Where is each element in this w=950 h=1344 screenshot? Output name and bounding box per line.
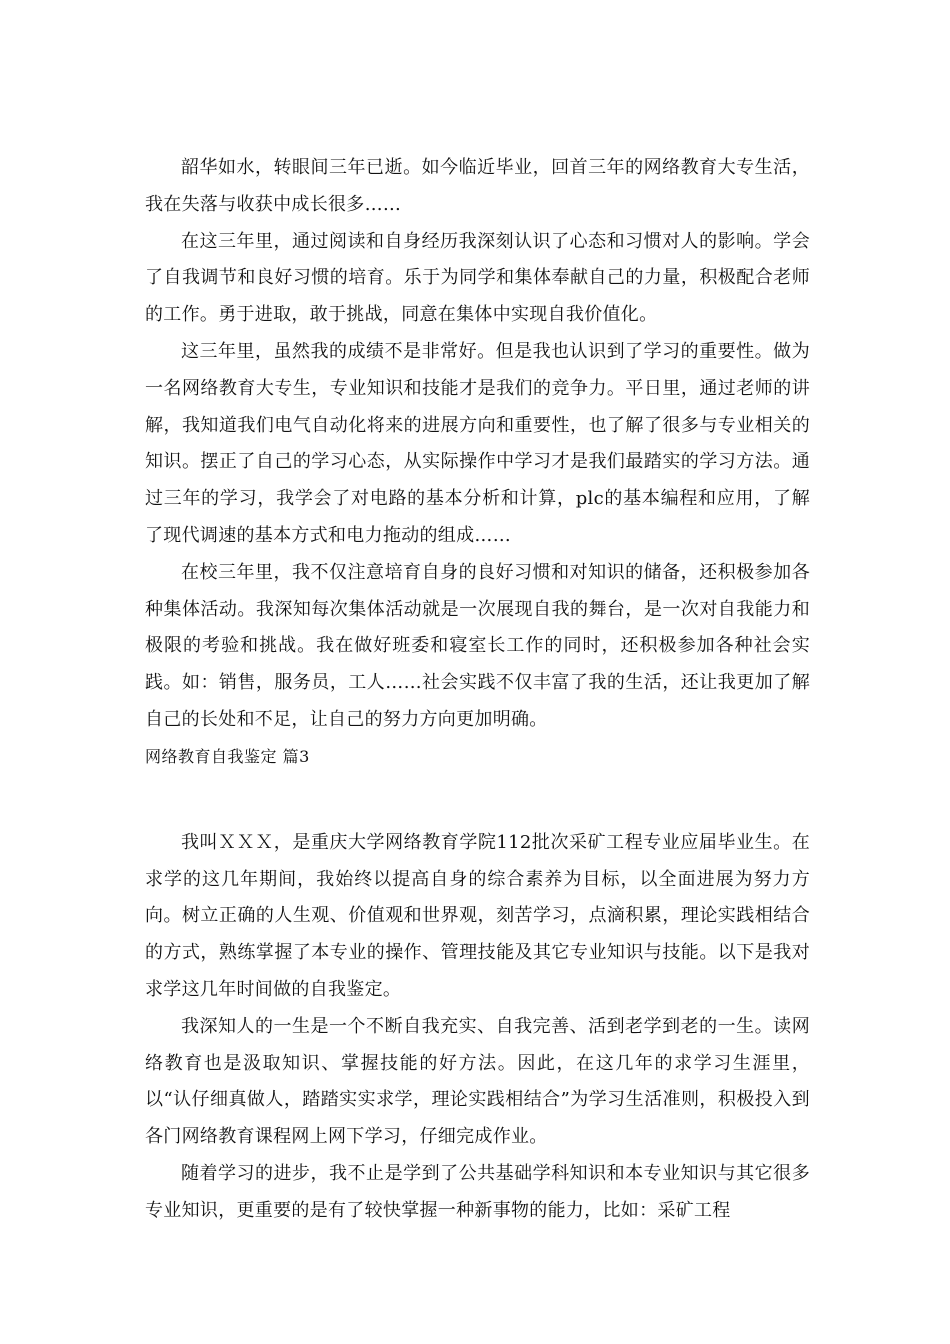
paragraph: 这三年里，虽然我的成绩不是非常好。但是我也认识到了学习的重要性。做为一名网络教育大专生，专业知识和技能才是我们的竞争力。平日里，通过老师的讲解，我知道我们电气自动化将来的进展方向和重要性，也了解了很多与专业相关的知识。摆正了自己的学习心态，从实际操作中学习才是我们最踏实的学习方法。通过三年的学习，我学会了对电路的基本分析和计算，plc的基本编程和应用，了解了现代调速的基本方式和电力拖动的组成…… — [145, 340, 810, 546]
section-spacer — [145, 775, 810, 825]
paragraph: 在这三年里，通过阅读和自身经历我深刻认识了心态和习惯对人的影响。学会了自我调节和良好习惯的培育。乐于为同学和集体奉献自己的力量，积极配合老师的工作。勇于进取，敢于挑战，同意在集体中实现自我价值化。 — [145, 230, 810, 326]
paragraph: 在校三年里，我不仅注意培育自身的良好习惯和对知识的储备，还积极参加各种集体活动。我深知每次集体活动就是一次展现自我的舞台，是一次对自我能力和极限的考验和挑战。我在做好班委和寝室长工作的同时，还积极参加各种社会实践。如：销售，服务员，工人……社会实践不仅丰富了我的生活，还让我更加了解自己的长处和不足，让自己的努力方向更加明确。 — [145, 561, 810, 730]
paragraph: 韶华如水，转眼间三年已逝。如今临近毕业，回首三年的网络教育大专生活，我在失落与收获中成长很多…… — [145, 157, 810, 215]
section-heading: 网络教育自我鉴定 篇3 — [145, 746, 310, 766]
document-body — [145, 150, 810, 1230]
paragraph: 我叫ＸＸＸ，是重庆大学网络教育学院112批次采矿工程专业应届毕业生。在求学的这几年期间，我始终以提高自身的综合素养为目标，以全面进展为努力方向。树立正确的人生观、价值观和世界观，刻苦学习，点滴积累，理论实践相结合的方式，熟练掌握了本专业的操作、管理技能及其它专业知识与技能。以下是我对求学这几年时间做的自我鉴定。 — [145, 831, 810, 1000]
paragraph: 我深知人的一生是一个不断自我充实、自我完善、活到老学到老的一生。读网络教育也是汲取知识、掌握技能的好方法。因此，在这几年的求学习生涯里，以“认仔细真做人，踏踏实实求学，理论实践相结合”为学习生活准则，积极投入到各门网络教育课程网上网下学习，仔细完成作业。 — [145, 1015, 810, 1148]
paragraph: 随着学习的进步，我不止是学到了公共基础学科知识和本专业知识与其它很多专业知识，更重要的是有了较快掌握一种新事物的能力，比如：采矿工程 — [145, 1162, 810, 1221]
